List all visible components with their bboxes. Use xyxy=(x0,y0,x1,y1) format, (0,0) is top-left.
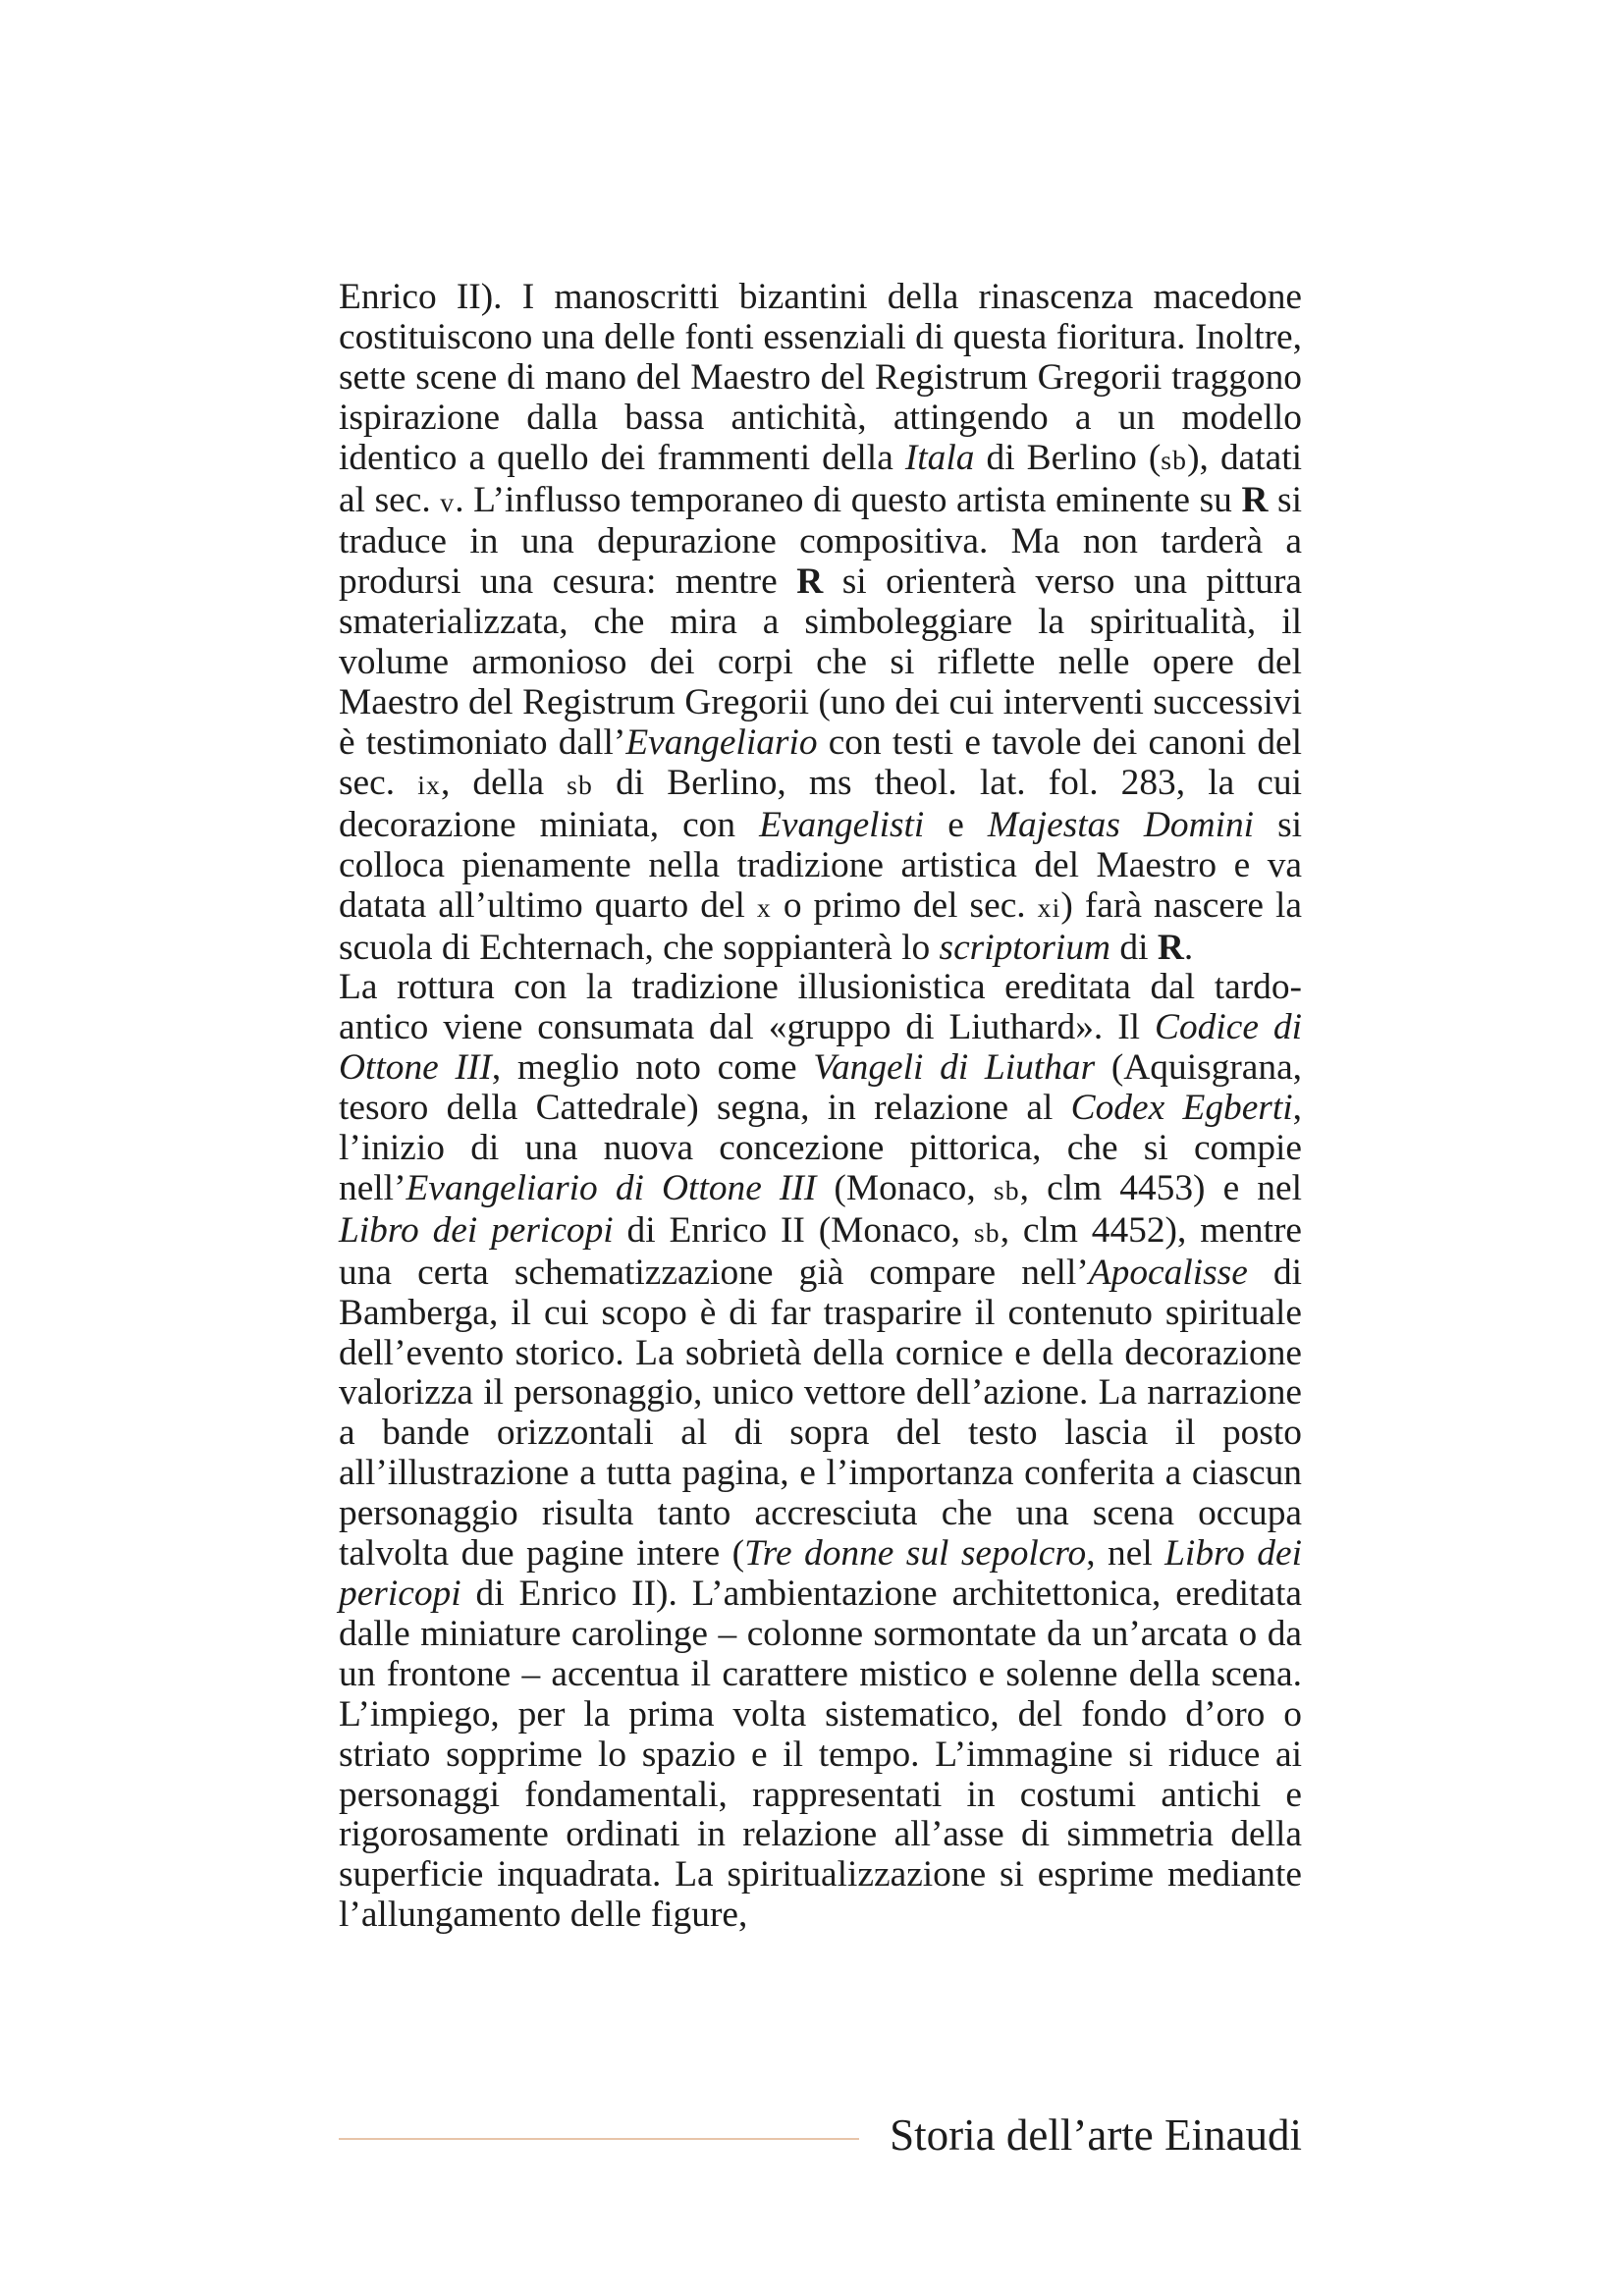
footer-rule xyxy=(339,2138,859,2140)
body-text xyxy=(339,278,1302,1936)
footer-title: Storia dell’arte Einaudi xyxy=(890,2110,1302,2160)
paragraph-2: La rottura con la tradizione illusionistica ereditata dal tardo-antico viene consumata dal «gruppo di Liuthard». Il Codice di Ottone III, meglio noto come Vangeli di Liuthar (Aquisgrana, tesoro della Cattedrale) segna, in relazione al Codex Egberti, l’inizio di una nuova concezione pittorica, che si compie nell’Evangeliario di Ottone III (Monaco, sb, clm 4453) e nel Libro dei pericopi di Enrico II (Monaco, sb, clm 4452), mentre una certa schematizzazione già compare nell’Apocalisse di Bamberga, il cui scopo è di far trasparire il contenuto spirituale dell’evento storico. La sobrietà della cornice e della decorazione valorizza il personaggio, unico vettore dell’azione. La narrazione a bande orizzontali al di sopra del testo lascia il posto all’illustrazione a tutta pagina, e l’importanza conferita a ciascun personaggio risulta tanto accresciuta che una scena occupa talvolta due pagine intere (Tre donne sul sepolcro, nel Libro dei pericopi di Enrico II). L’ambientazione architettonica, ereditata dalle miniature carolinge – colonne sormontate da un’arcata o da un frontone – accentua il carattere mistico e solenne della scena. L’impiego, per la prima volta sistematico, del fondo d’oro o striato sopprime lo spazio e il tempo. L’immagine si riduce ai personaggi fondamentali, rappresentati in costumi antichi e rigorosamente ordinati in relazione all’asse di simmetria della superficie inquadrata. La spiritualizzazione si esprime mediante l’allungamento delle figure, xyxy=(339,967,1303,1936)
paragraph-1: Enrico II). I manoscritti bizantini della rinascenza macedone costituiscono una delle fonti essenziali di questa fioritura. Inoltre, sette scene di mano del Maestro del Registrum Gregorii traggono ispirazione dalla bassa antichità, attingendo a un modello identico a quello dei frammenti della Itala di Berlino (sb), datati al sec. v. L’influsso temporaneo di questo artista eminente su R si traduce in una depurazione compositiva. Ma non tarderà a prodursi una cesura: mentre R si orienterà verso una pittura smaterializzata, che mira a simboleggiare la spiritualità, il volume armonioso dei corpi che si riflette nelle opere del Maestro del Registrum Gregorii (uno dei cui interventi successivi è testimoniato dall’Evangeliario con testi e tavole dei canoni del sec. ix, della sb di Berlino, ms theol. lat. fol. 283, la cui decorazione miniata, con Evangelisti e Majestas Domini si colloca pienamente nella tradizione artistica del Maestro e va datata all’ultimo quarto del x o primo del sec. xi) farà nascere la scuola di Echternach, che soppianterà lo scriptorium di R. xyxy=(339,277,1303,968)
